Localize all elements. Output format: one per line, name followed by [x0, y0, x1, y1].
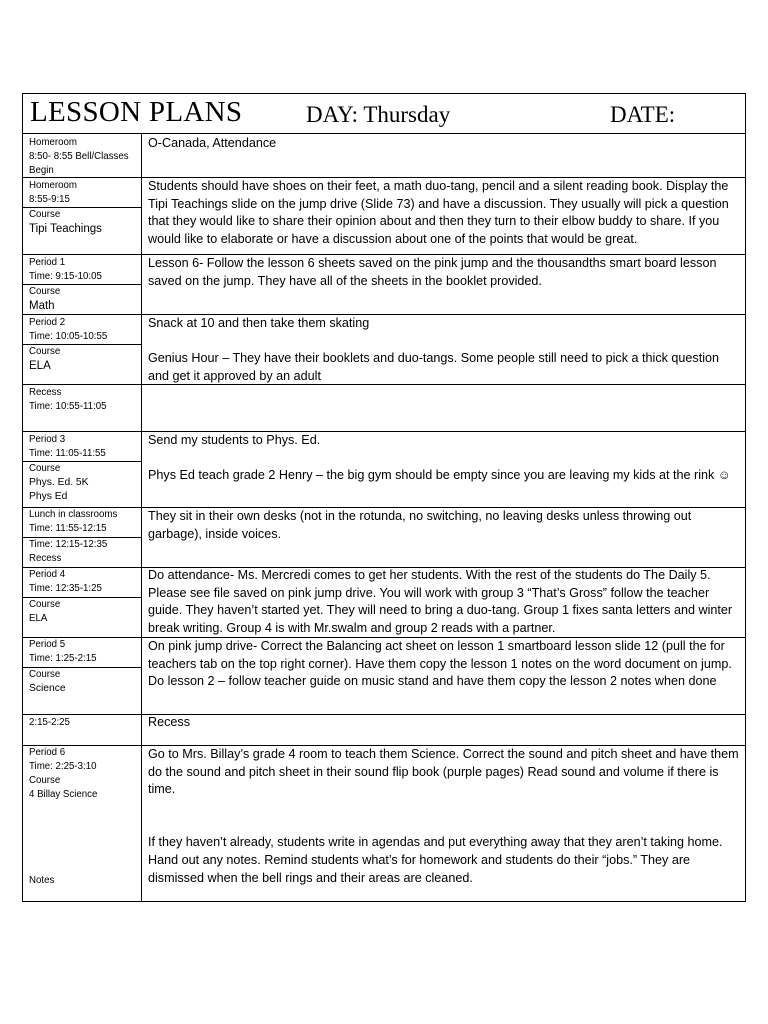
plan-text: Send my students to Phys. Ed. Phys Ed teach grade 2 Henry – the big gym should be empty since you are leaving my kids at the rink ☺	[148, 433, 731, 483]
plan-text: Students should have shoes on their feet, a math duo-tang, pencil and a silent reading book. Display the Tipi Teachings slide on the jump drive (Slide 73) and have a discussion. They usually will pick a question that they would like to share their opinion about and then they turn to their elbow buddy to share. If you would like to elaborate or have a discussion about one of the points that would be great.	[148, 179, 729, 247]
schedule-label: Period 5 Time: 1:25-2:15	[29, 639, 97, 664]
schedule-label: Lunch in classrooms Time: 11:55-12:15	[29, 509, 118, 534]
schedule-label: 2:15-2:25	[29, 717, 70, 728]
schedule-label: Period 1 Time: 9:15-10:05	[29, 257, 102, 282]
header-row	[23, 94, 745, 133]
plan-text: Do attendance- Ms. Mercredi comes to get her students. With the rest of the students do The Daily 5. Please see file saved on pink jump drive. You will work with group 3 “That’s Gross” follow the teacher guide. They haven’t started yet. They will need to bring a duo-tang. Group 1 fixes santa letters and winter break writing. Group 4 is with Mr.swalm and group 2 reads with a partner.	[148, 568, 733, 636]
course-label: Course Tipi Teachings	[29, 209, 102, 235]
course-label: Course Science	[29, 669, 66, 694]
plan-text: Go to Mrs. Billay’s grade 4 room to teach them Science. Correct the sound and pitch sheet and have them do the sound and pitch sheet in their sound flip book (purple pages) Read sound and volume if there is time. If they haven’t already, students write in agendas and put everything away that they aren’t taking home. Hand out any notes. Remind students what’s for homework and students do their “jobs.” They are dismissed when the bell rings and their areas are cleaned.	[148, 747, 739, 885]
plan-text: Lesson 6- Follow the lesson 6 sheets saved on the pink jump and the thousandths smart board lesson saved on the jump. They have all of the sheets in the booklet provided.	[148, 256, 717, 288]
schedule-label: Period 3 Time: 11:05-11:55	[29, 434, 106, 459]
schedule-label: Recess Time: 10:55-11:05	[29, 387, 107, 412]
column-divider	[141, 133, 142, 901]
notes-label: Notes	[29, 875, 55, 886]
row-divider	[23, 133, 745, 134]
course-label: Course ELA	[29, 346, 61, 372]
schedule-label: Time: 12:15-12:35 Recess	[29, 539, 108, 564]
schedule-label: Homeroom 8:50- 8:55 Bell/Classes Begin	[29, 137, 129, 176]
course-label: Course Phys. Ed. 5K Phys Ed	[29, 463, 89, 502]
course-label: Course ELA	[29, 599, 61, 624]
course-label: Course Math	[29, 286, 61, 312]
plan-text: O-Canada, Attendance	[148, 136, 277, 150]
plan-text: On pink jump drive- Correct the Balancing act sheet on lesson 1 smartboard lesson slide 12 (pull the for teachers tab on the top right corner). Have them copy the lesson 1 notes on the word document on jump. Do lesson 2 – follow teacher guide on music stand and have them copy the lesson 2 notes when done	[148, 639, 732, 689]
schedule-label: Homeroom 8:55-9:15	[29, 180, 77, 205]
page-title: LESSON PLANS	[30, 96, 243, 128]
plan-text: Snack at 10 and then take them skating Genius Hour – They have their booklets and duo-tangs. Some people still need to pick a thick question and get it approved by an adult	[148, 316, 720, 384]
plan-text: Recess	[148, 715, 190, 729]
plan-text: They sit in their own desks (not in the rotunda, no switching, no leaving desks unless throwing out garbage), inside voices.	[148, 509, 692, 541]
schedule-label: Period 4 Time: 12:35-1:25	[29, 569, 102, 594]
day-field: DAY: Thursday	[306, 102, 451, 127]
schedule-label: Period 6 Time: 2:25-3:10 Course 4 Billay Science	[29, 747, 98, 800]
date-field: DATE:	[610, 102, 676, 127]
lesson-plan-table	[22, 93, 746, 902]
schedule-label: Period 2 Time: 10:05-10:55	[29, 317, 108, 342]
